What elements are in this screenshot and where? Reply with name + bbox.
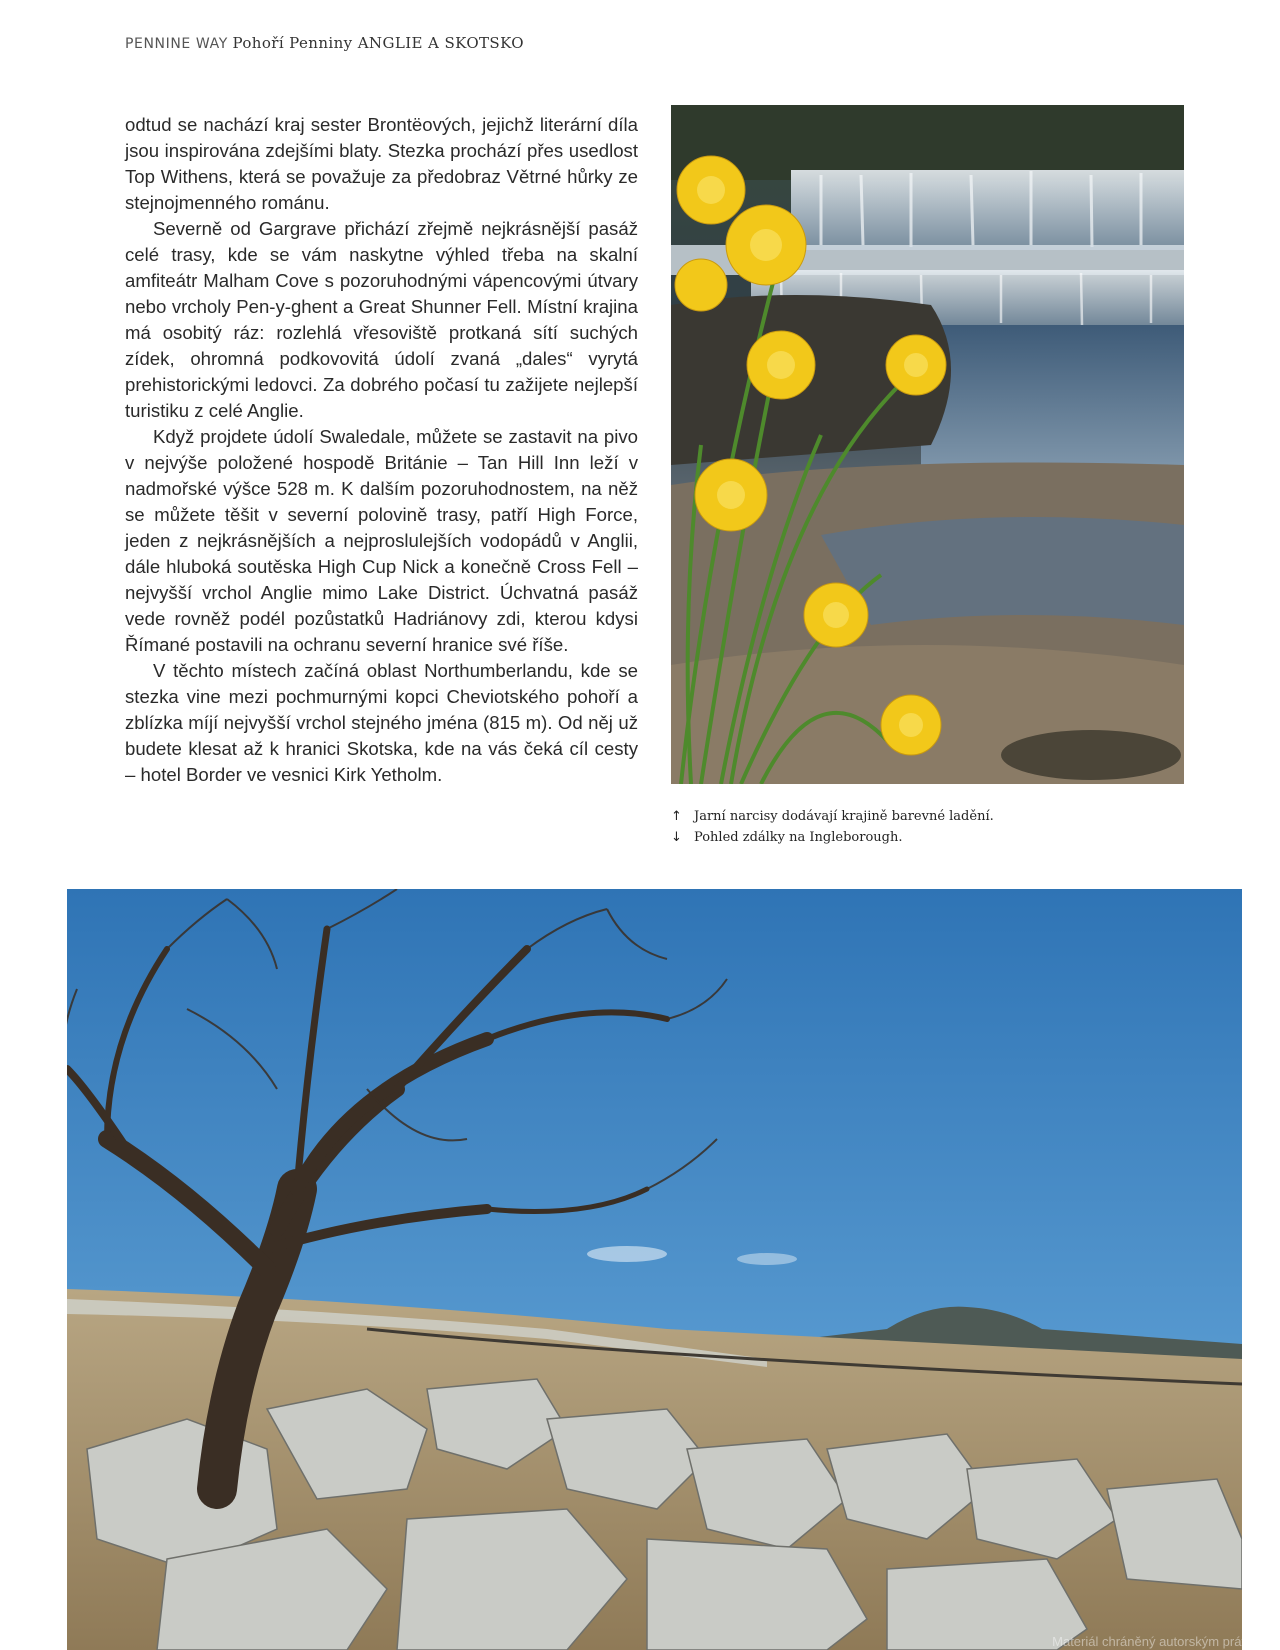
article-body [125,112,638,788]
running-head [125,34,524,52]
copyright-watermark: Materiál chráněný autorským právem [1052,1634,1266,1649]
arrow-up-icon: ↑ [671,809,682,824]
daffodils-waterfall-photo [671,105,1184,784]
running-head-place: Pohoří Penniny ANGLIE A SKOTSKO [232,34,524,52]
caption-ingleborough-text: Pohled zdálky na Ingleborough. [694,830,903,845]
caption-daffodils-text: Jarní narcisy dodávají krajině barevné ladění. [694,809,994,824]
caption-ingleborough [671,827,1231,848]
article-paragraph-2: Severně od Gargrave přichází zřejmě nejkrásnější pasáž celé trasy, kde se vám naskytne výhled třeba na skalní amfiteátr Malham Cove s pozoruhodnými vápencovými útvary nebo vrcholy Pen-y-ghent a Great Shunner Fell. Místní krajina má osobitý ráz: rozlehlá vřesoviště protkaná sítí suchých zídek, ohromná podkovovitá údolí zvaná „dales“ vyrytá prehistorickými ledovci. Za dobrého počasí tu zažijete nejlepší turistiku z celé Anglie. [125,218,638,421]
tree-limestone-illustration [67,889,1242,1650]
daffodils-waterfall-illustration [671,105,1184,784]
caption-daffodils [671,806,1231,827]
article-paragraph-3: Když projdete údolí Swaledale, můžete se zastavit na pivo v nejvýše položené hospodě Británie – Tan Hill Inn leží v nadmořské výšce 528 m. K dalším pozoruhodnostem, na něž se můžete těšit v severní polovině trasy, patří High Force, jeden z nejkrásnějších a nejproslulejších vodopádů v Anglii, dále hluboká soutěska High Cup Nick a konečně Cross Fell – nejvyšší vrchol Anglie mimo Lake District. Úchvatná pasáž vede rovněž podél pozůstatků Hadriánovy zdi, kterou kdysi Římané postavili na ochranu severní hranice své říše. [125,426,638,655]
article-paragraph-1: odtud se nachází kraj sester Brontëových, jejichž literární díla jsou inspirována zdejšími blaty. Stezka prochází přes usedlost Top Withens, která se považuje za předobraz Větrné hůrky ze stejnojmenného románu. [125,114,638,213]
arrow-down-icon: ↓ [671,830,682,845]
ingleborough-landscape-photo [67,889,1242,1650]
article-paragraph-4: V těchto místech začíná oblast Northumberlandu, kde se stezka vine mezi pochmurnými kopci Cheviotského pohoří a zblízka míjí nejvyšší vrchol stejného jména (815 m). Od něj už budete klesat až k hranici Skotska, kde na vás čeká cíl cesty – hotel Border ve vesnici Kirk Yetholm. [125,660,638,785]
running-head-series: PENNINE WAY [125,36,228,52]
photo-captions [671,806,1231,848]
